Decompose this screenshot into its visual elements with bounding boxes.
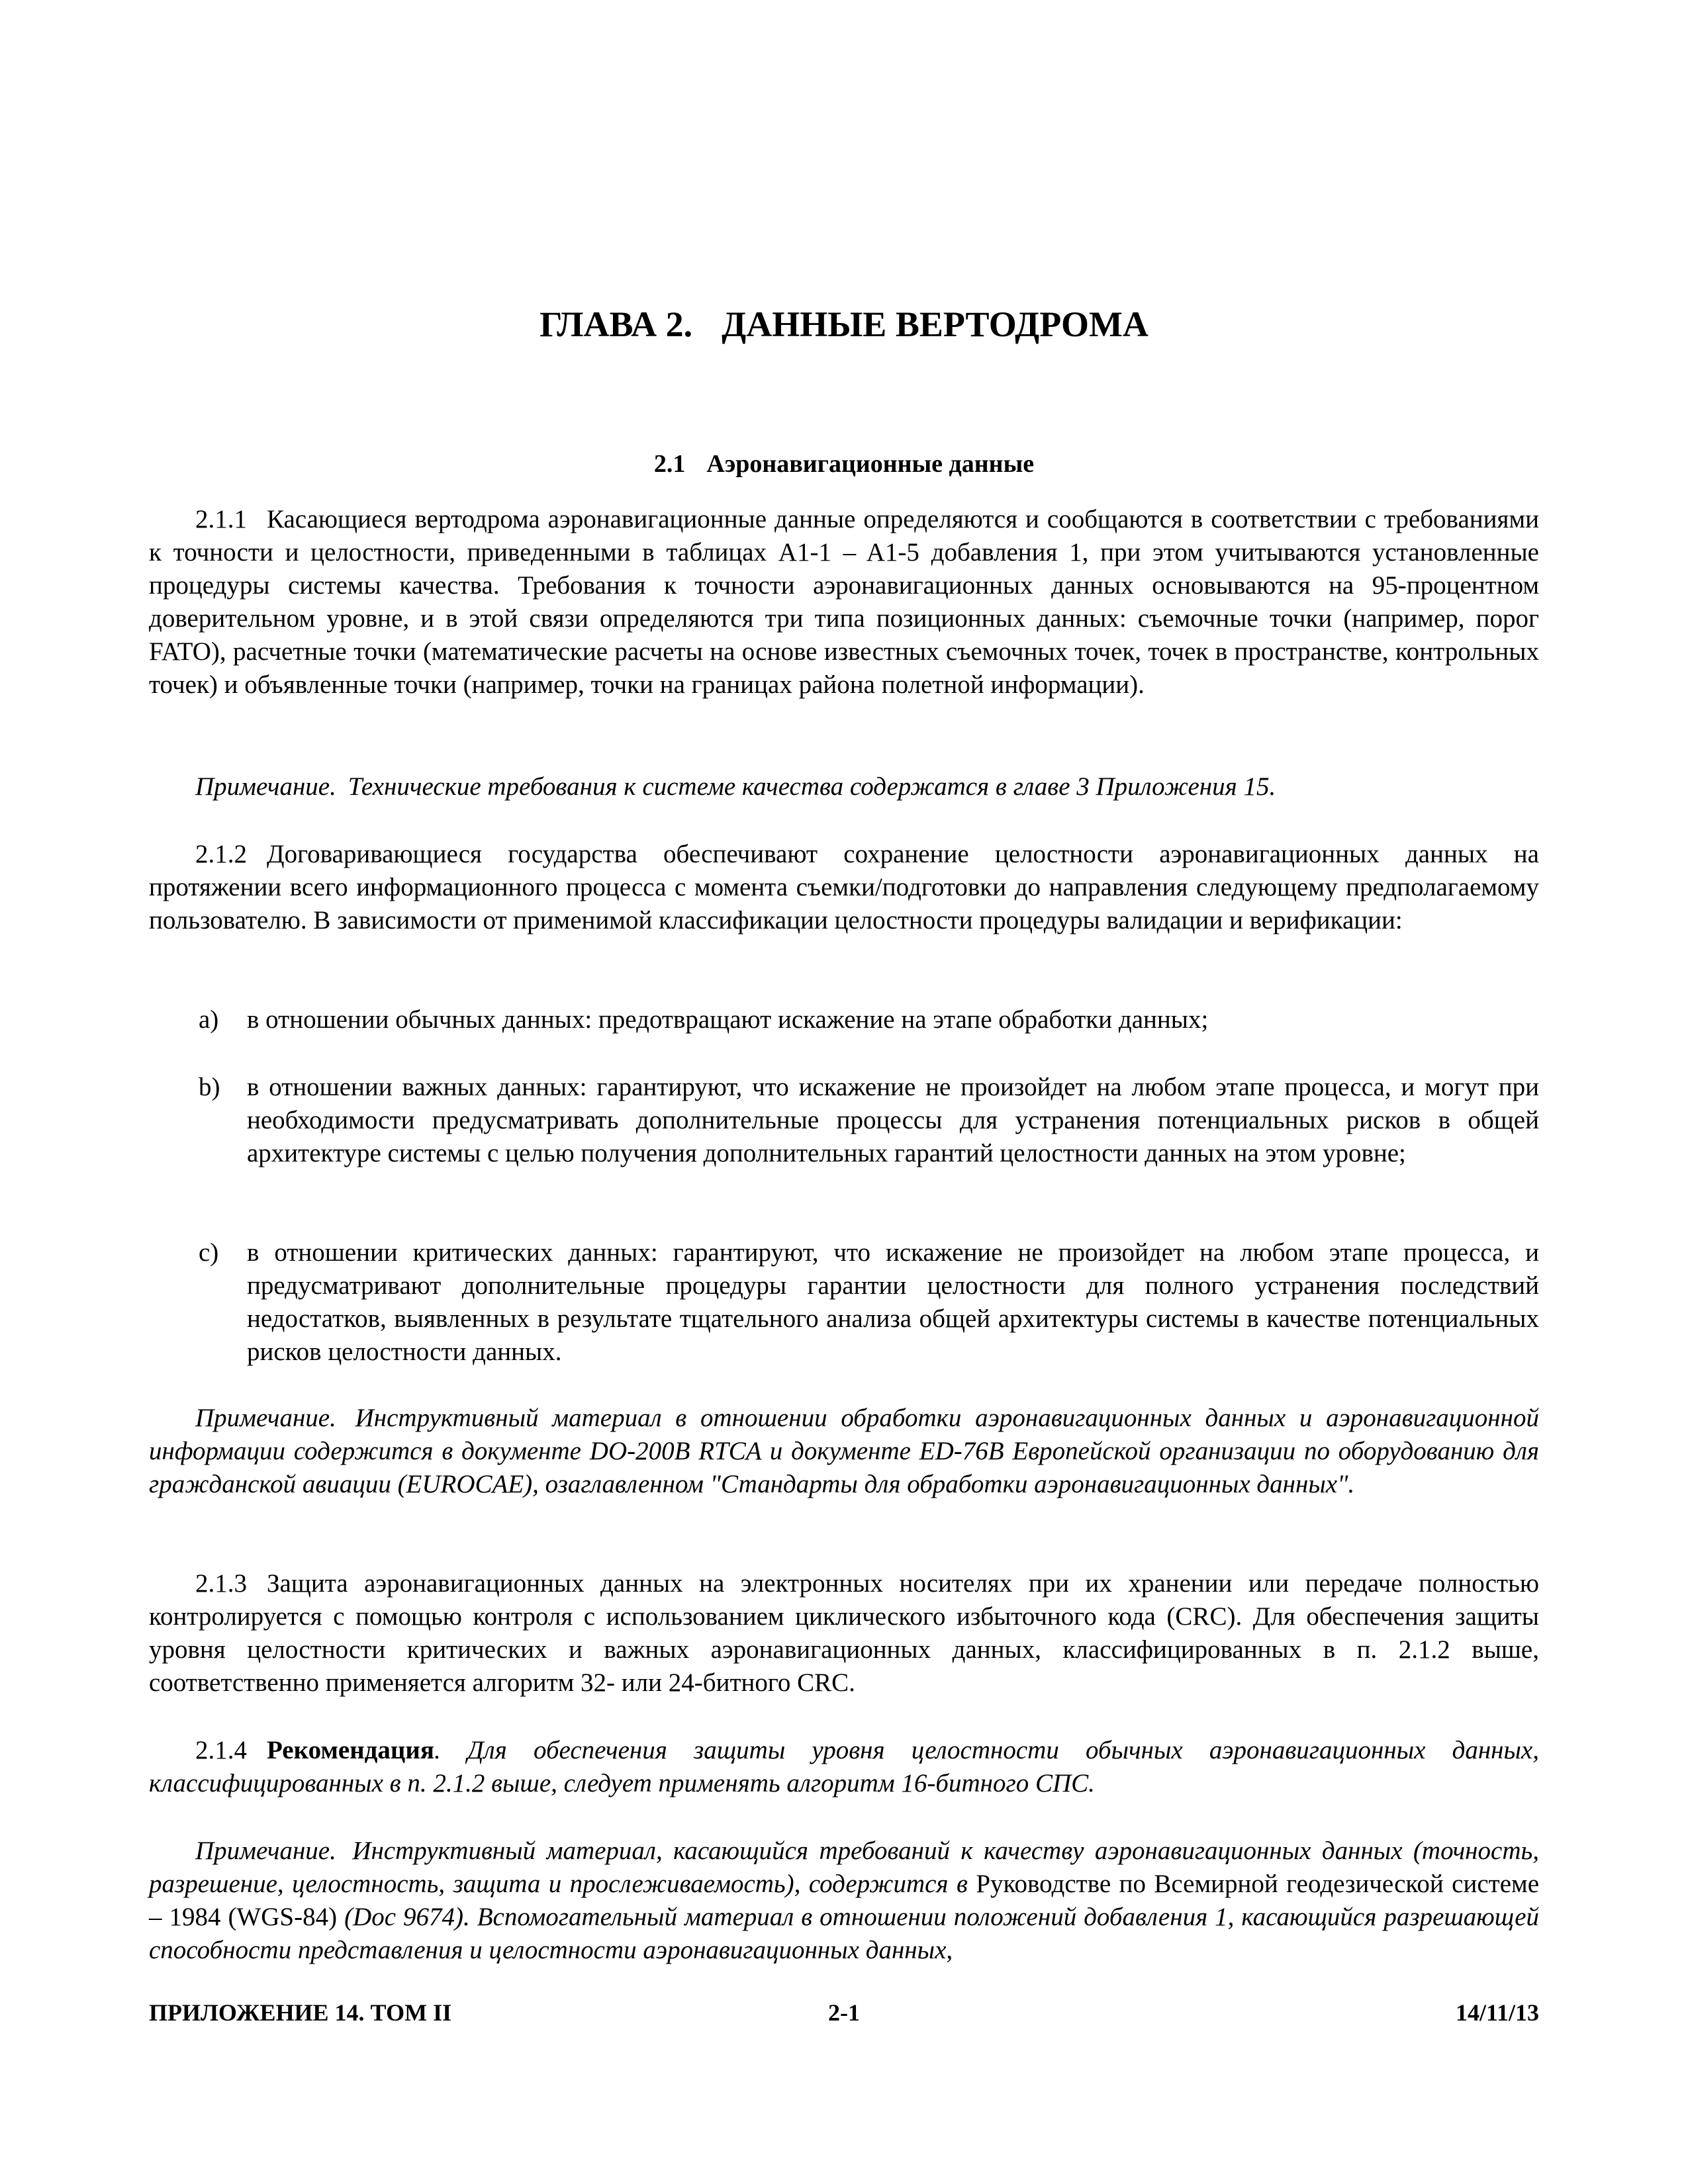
note-text-before: Инструктивный материал, касающийся требований к качеству аэронавигационных данных (точность, разрешение, целостность, защита и прослеживаемость), содержится в xyxy=(149,1837,1540,1898)
manual-title: Руководстве по Всемирной геодезической системе – 1984 (WGS-84) xyxy=(149,1870,1540,1931)
footer-date: 14/11/13 xyxy=(1455,1999,1539,2026)
paragraph-text: Касающиеся вертодрома аэронавигационные данные определяются и сообщаются в соответствии с требованиями к точности и целостности, приведенными в таблицах A1-1 – A1-5 добавления 1, при этом учитываются установленные процедуры системы качества. Требования к точности аэронавигационных данных основываются на 95-процентном доверительном уровне, и в этой связи определяются три типа позиционных данных: съемочные точки (например, порог FATO), расчетные точки (математические расчеты на основе известных съемочных точек, точек в пространстве, контрольных точек) и объявленные точки (например, точки на границах района полетной информации). xyxy=(149,505,1539,699)
paragraph-2-1-2 xyxy=(149,838,1539,937)
note-quality-system xyxy=(149,770,1539,803)
note-text-after: (Doc 9674). Вспомогательный материал в отношении положений добавления 1, касающийся разрешающей способности представления и целостности аэронавигационных данных, xyxy=(149,1903,1540,1964)
recommendation-period: . xyxy=(434,1736,441,1764)
list-item-text: в отношении обычных данных: предотвращают искажение на этапе обработки данных; xyxy=(247,1005,1209,1034)
paragraph-text: Договаривающиеся государства обеспечивают сохранение целостности аэронавигационных данных на протяжении всего информационного процесса с момента съемки/подготовки до направления следующему предполагаемому пользователю. В зависимости от применимой классификации целостности процедуры валидации и верификации: xyxy=(149,840,1539,934)
list-item-a xyxy=(149,1003,1539,1036)
chapter-name: ДАННЫЕ ВЕРТОДРОМА xyxy=(722,304,1149,344)
note-label: Примечание. xyxy=(195,772,336,801)
list-marker: c) xyxy=(199,1238,219,1267)
list-item-c xyxy=(149,1236,1539,1369)
paragraph-2-1-3 xyxy=(149,1567,1539,1700)
section-number: 2.1 xyxy=(653,450,686,478)
page-footer xyxy=(149,1996,1539,2029)
note-label: Примечание. xyxy=(195,1837,336,1865)
note-text: Инструктивный материал в отношении обработки аэронавигационных данных и аэронавигационной информации содержится в документе DO-200B RTCA и документе ED-76B Европейской организации по оборудованию для гражданской авиации (EUROCAE), озаглавленном "Стандарты для обработки аэронавигационных данных". xyxy=(149,1404,1539,1498)
list-item-text: в отношении критических данных: гарантируют, что искажение не произойдет на любом этапе процесса, и предусматривают дополнительные процедуры гарантии целостности для полного устранения последствий недостатков, выявленных в результате тщательного анализа общей архитектуры системы в качестве потенциальных рисков целостности данных. xyxy=(247,1238,1539,1366)
note-label: Примечание. xyxy=(195,1404,336,1432)
footer-page-number: 2-1 xyxy=(828,1999,860,2026)
section-heading xyxy=(0,447,1688,480)
paragraph-number: 2.1.1 xyxy=(195,505,247,533)
recommendation-text: Для обеспечения защиты уровня целостности обычных аэронавигационных данных, классифицированных в п. 2.1.2 выше, следует применять алгоритм 16-битного СПС. xyxy=(149,1736,1539,1797)
paragraph-number: 2.1.3 xyxy=(195,1569,247,1598)
section-title: Аэронавигационные данные xyxy=(706,450,1035,478)
paragraph-2-1-4 xyxy=(149,1734,1539,1800)
list-item-text: в отношении важных данных: гарантируют, что искажение не произойдет на любом этапе процесса, и могут при необходимости предусматривать дополнительные процессы для устранения потенциальных рисков в общей архитектуре системы с целью получения дополнительных гарантий целостности данных на этом уровне; xyxy=(247,1073,1539,1167)
list-marker: b) xyxy=(199,1073,220,1101)
paragraph-2-1-1 xyxy=(149,503,1539,702)
chapter-title xyxy=(0,301,1688,347)
note-wgs84 xyxy=(149,1835,1539,1967)
note-eurocae xyxy=(149,1402,1539,1501)
footer-annex: ПРИЛОЖЕНИЕ 14. ТОМ II xyxy=(149,1999,452,2026)
paragraph-number: 2.1.4 xyxy=(195,1736,247,1764)
chapter-number: ГЛАВА 2. xyxy=(539,304,693,344)
recommendation-label: Рекомендация xyxy=(267,1736,434,1764)
note-text: Технические требования к системе качества содержатся в главе 3 Приложения 15. xyxy=(348,772,1276,801)
paragraph-number: 2.1.2 xyxy=(195,840,247,868)
list-item-b xyxy=(149,1071,1539,1170)
paragraph-text: Защита аэронавигационных данных на электронных носителях при их хранении или передаче полностью контролируется с помощью контроля с использованием циклического избыточного кода (CRC). Для обеспечения защиты уровня целостности критических и важных аэронавигационных данных, классифицированных в п. 2.1.2 выше, соответственно применяется алгоритм 32- или 24-битного CRC. xyxy=(149,1569,1539,1697)
list-marker: a) xyxy=(199,1005,219,1034)
